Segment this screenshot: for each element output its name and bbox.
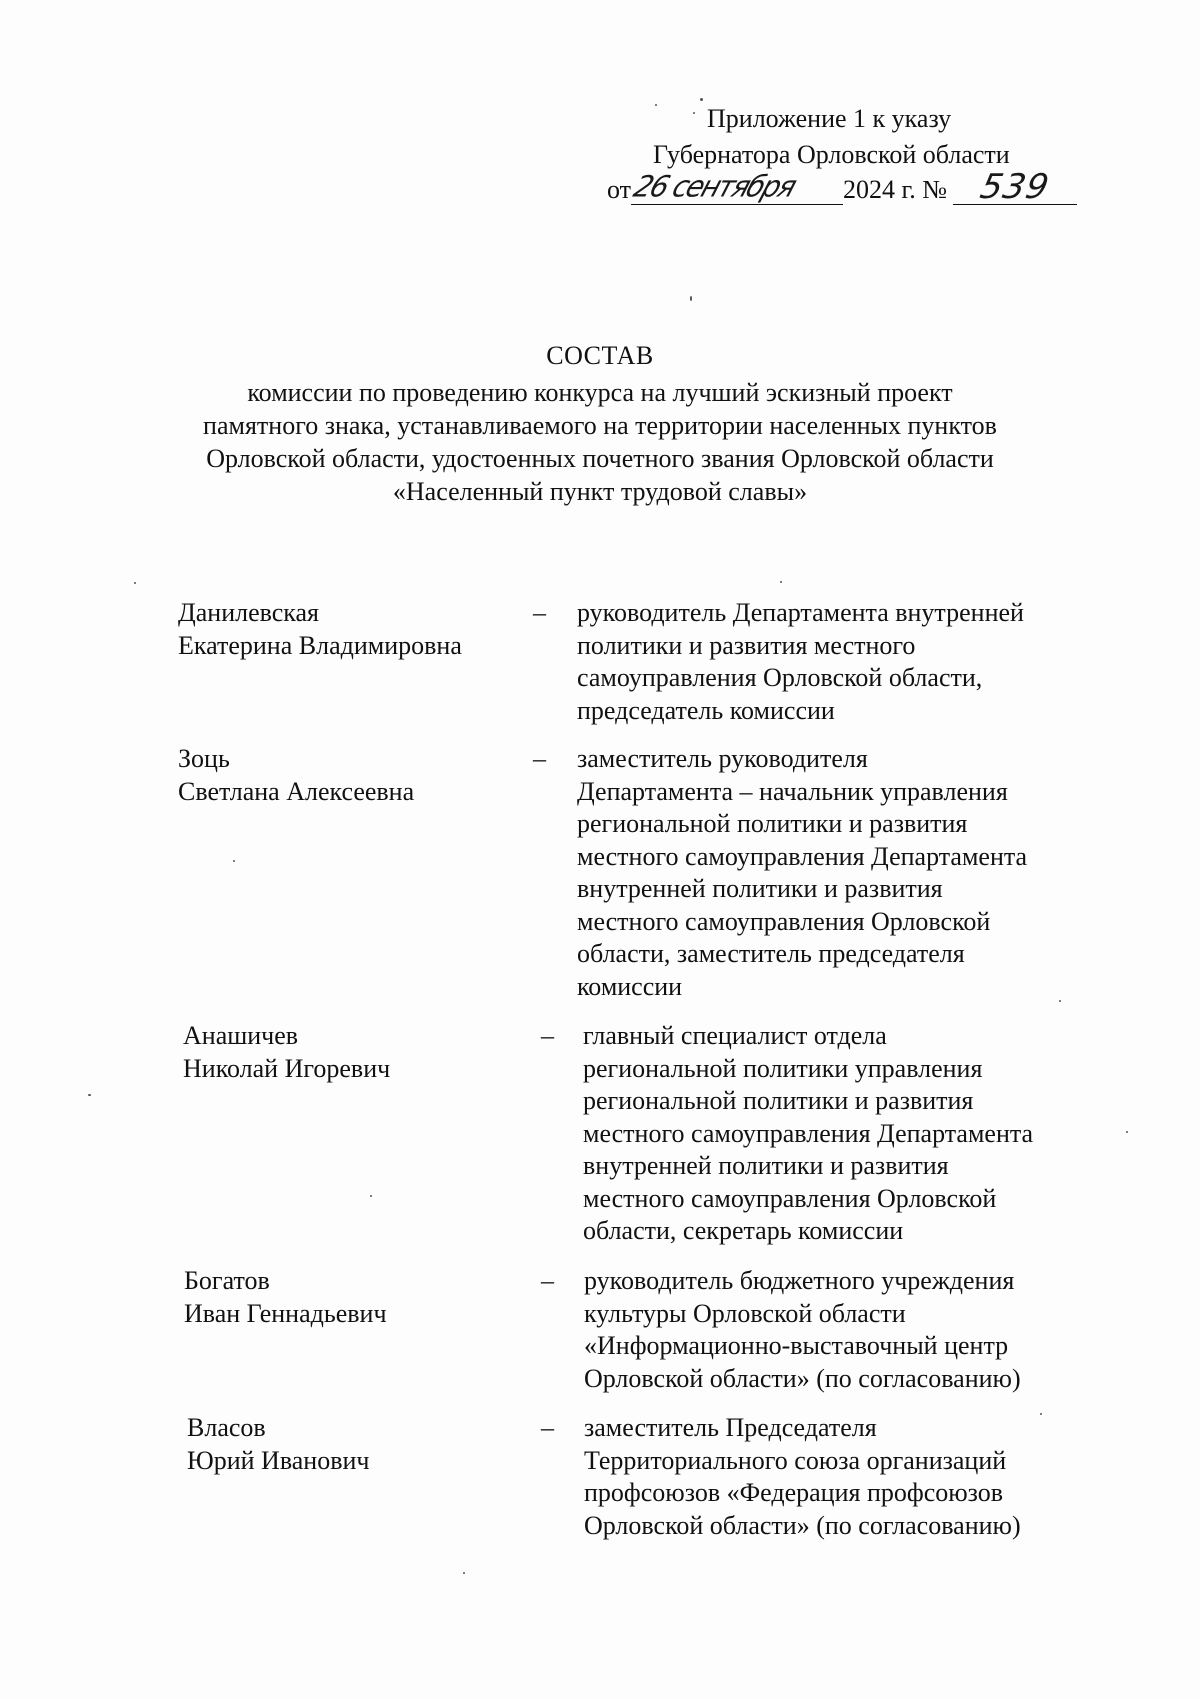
year-number-label: 2024 г. № (843, 175, 948, 204)
role-line: заместитель руководителя (577, 744, 868, 773)
role-line: региональной политики управления (583, 1053, 983, 1083)
member-dash: – (541, 1266, 554, 1295)
scan-speck (1126, 1131, 1128, 1133)
member-given-names: Иван Геннадьевич (184, 1298, 387, 1328)
member-given-names: Светлана Алексеевна (178, 776, 415, 806)
scan-speck (693, 112, 695, 114)
scan-speck (780, 581, 782, 583)
member-name (183, 1020, 390, 1085)
role-line: Департамента – начальник управления (577, 776, 1008, 806)
role-line: Орловской области» (по согласованию) (584, 1510, 1021, 1540)
role-line: комиссии (577, 971, 683, 1001)
scan-speck (463, 1572, 465, 1574)
scan-speck (1059, 1000, 1061, 1002)
role-line: руководитель Департамента внутренней (577, 598, 1024, 627)
role-line: руководитель бюджетного учреждения (584, 1266, 1015, 1295)
member-surname: Анашичев (183, 1021, 299, 1050)
member-given-names: Юрий Иванович (187, 1445, 370, 1475)
role-line: самоуправления Орловской области, (577, 663, 983, 692)
role-line: «Информационно-выставочный центр (584, 1331, 1009, 1360)
number-fill-line (953, 167, 1077, 207)
date-prefix: от (607, 175, 632, 204)
member-surname: Зоць (178, 744, 230, 773)
scan-speck (690, 296, 692, 301)
member-role (584, 1265, 1021, 1395)
role-line: региональной политики и развития (577, 809, 968, 838)
member-role (584, 1412, 1021, 1542)
member-name (178, 597, 462, 662)
role-line: председатель комиссии (577, 695, 835, 725)
scan-speck (700, 98, 703, 101)
member-name (178, 743, 414, 808)
scan-speck (370, 1195, 372, 1197)
role-line: местного самоуправления Департамента (577, 841, 1028, 871)
member-dash: – (533, 744, 546, 773)
member-dash: – (541, 1021, 554, 1050)
role-line: области, секретарь комиссии (583, 1216, 904, 1245)
member-dash: – (541, 1413, 554, 1442)
member-given-names: Екатерина Владимировна (178, 630, 462, 660)
role-line: Орловской области» (по согласованию) (584, 1363, 1021, 1393)
subtitle-line: памятного знака, устанавливаемого на территории населенных пунктов (203, 411, 997, 440)
handwritten-date: 26 сентября (629, 169, 800, 204)
member-name (187, 1412, 369, 1477)
member-dash: – (533, 598, 546, 627)
member-role (577, 597, 1024, 727)
subtitle-line: комиссии по проведению конкурса на лучший эскизный проект (247, 378, 953, 407)
role-line: Территориального союза организаций (584, 1445, 1007, 1475)
appendix-line-1: Приложение 1 к указу (707, 104, 952, 133)
scan-speck (134, 582, 136, 584)
member-role (583, 1020, 1033, 1248)
date-fill-line (629, 169, 843, 205)
scan-speck (88, 1094, 91, 1096)
role-line: региональной политики и развития (583, 1086, 974, 1115)
member-name (184, 1265, 387, 1330)
scan-speck (233, 860, 235, 862)
handwritten-number: 539 (976, 167, 1054, 207)
role-line: профсоюзов «Федерация профсоюзов (584, 1478, 1004, 1507)
member-surname: Данилевская (178, 598, 320, 627)
role-line: заместитель Председателя (584, 1413, 877, 1442)
role-line: местного самоуправления Орловской (583, 1183, 997, 1213)
scan-speck (655, 104, 657, 106)
member-surname: Власов (187, 1413, 266, 1442)
role-line: внутренней политики и развития (577, 874, 943, 903)
document-subtitle (0, 376, 1200, 508)
role-line: культуры Орловской области (584, 1298, 906, 1328)
document-title: СОСТАВ (546, 341, 654, 370)
subtitle-line: «Населенный пункт трудовой славы» (392, 477, 808, 506)
scan-speck (1040, 1413, 1042, 1415)
member-given-names: Николай Игоревич (183, 1053, 391, 1083)
subtitle-line: Орловской области, удостоенных почетного звания Орловской области (206, 444, 994, 473)
role-line: местного самоуправления Департамента (583, 1118, 1034, 1148)
role-line: главный специалист отдела (583, 1021, 887, 1050)
appendix-date-line (607, 167, 1077, 207)
role-line: области, заместитель председателя (577, 939, 965, 968)
appendix-line-2: Губернатора Орловской области (653, 140, 1010, 169)
role-line: политики и развития местного (577, 630, 916, 660)
title-block (0, 340, 1200, 508)
member-surname: Богатов (184, 1266, 270, 1295)
role-line: внутренней политики и развития (583, 1151, 949, 1180)
appendix-header (0, 0, 1200, 210)
role-line: местного самоуправления Орловской (577, 906, 991, 936)
member-role (577, 743, 1027, 1003)
